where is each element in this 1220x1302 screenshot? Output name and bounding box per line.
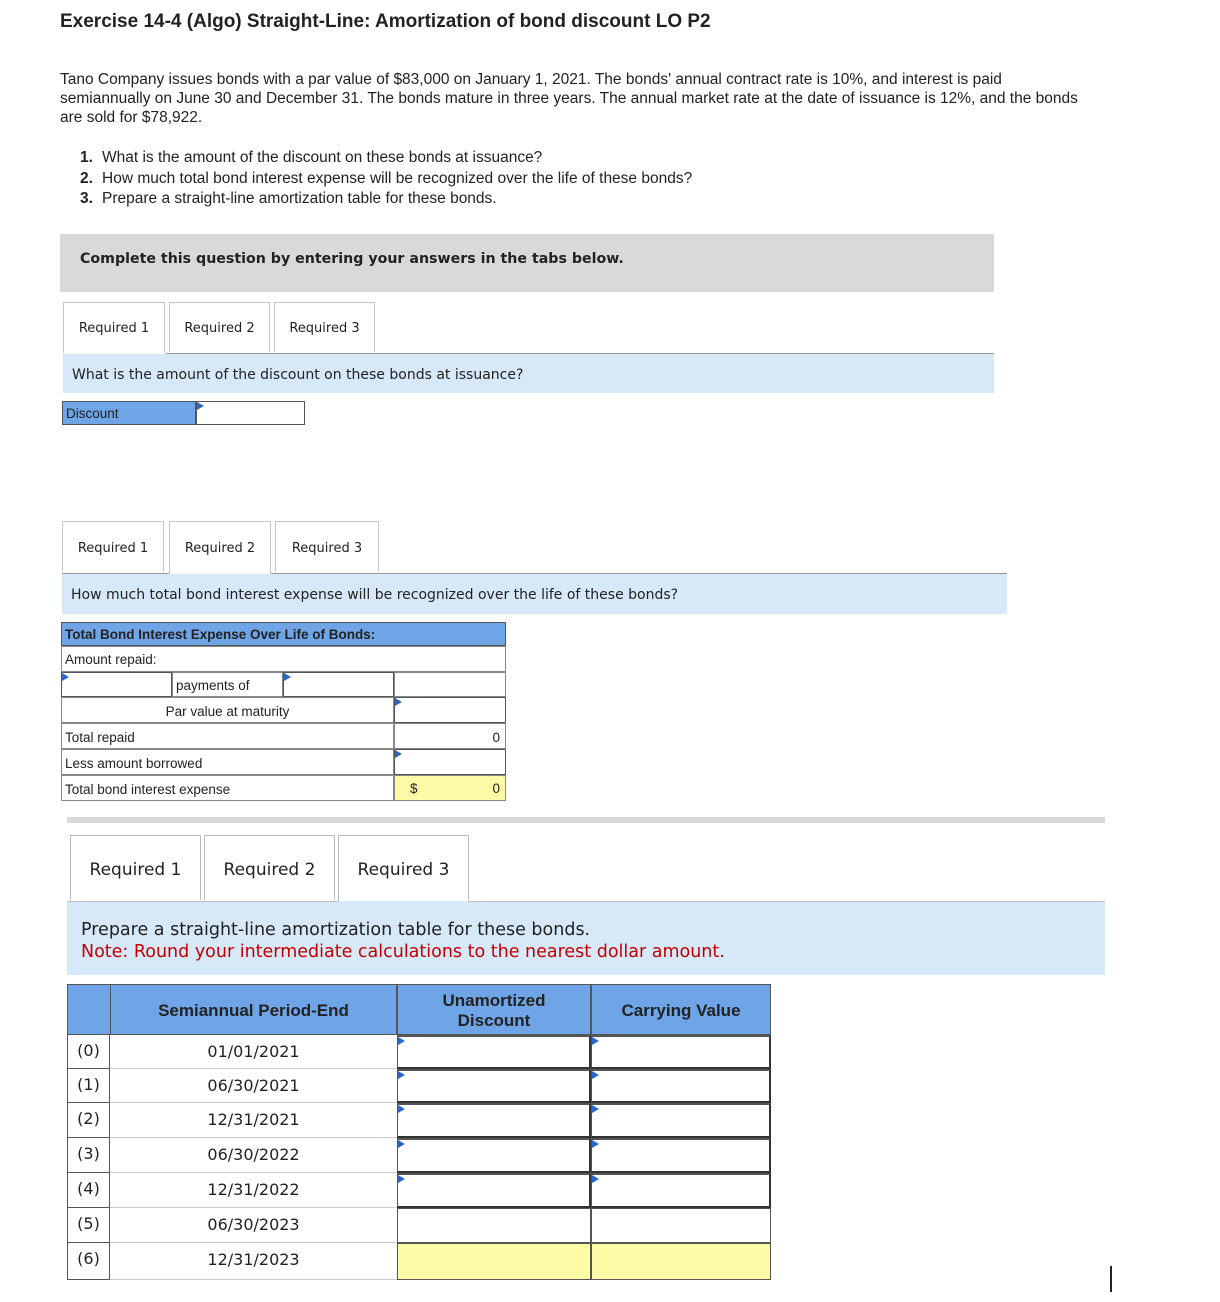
row-number: (1) (67, 1069, 110, 1103)
question-text: How much total bond interest expense will be recognized over the life of these bonds? (71, 587, 679, 603)
problem-statement: Tano Company issues bonds with a par value of $83,000 on January 1, 2021. The bonds' annual contract rate is 10%, and interest is paid semiannually on June 30 and December 31. The bonds mature in three years. The annual market rate at the date of issuance is 12%, and the bonds are sold for $78,922. (60, 71, 1078, 126)
instruction-text: Complete this question by entering your answers in the tabs below. (80, 251, 624, 267)
tab-required-2[interactable]: Required 2 (204, 835, 335, 900)
less-borrowed-label: Less amount borrowed (61, 749, 394, 775)
period-date: 06/30/2022 (110, 1138, 397, 1173)
discount-input[interactable] (196, 401, 305, 425)
carrying-cell[interactable] (591, 1173, 771, 1208)
column-header-period: Semiannual Period-End (110, 984, 397, 1035)
question-band (67, 902, 1105, 975)
discount-cell (397, 1243, 591, 1280)
discount-cell (397, 1208, 591, 1243)
period-date: 12/31/2022 (110, 1173, 397, 1208)
row-number: (3) (67, 1138, 110, 1173)
text-cursor (1110, 1266, 1112, 1292)
discount-cell[interactable] (397, 1069, 591, 1103)
tab-required-3[interactable]: Required 3 (275, 521, 379, 572)
amount-repaid-label: Amount repaid: (61, 646, 506, 672)
payments-total-cell (394, 672, 506, 697)
total-expense-cell (394, 775, 506, 801)
currency-symbol: $ (410, 781, 418, 796)
table-header: Total Bond Interest Expense Over Life of Bonds: (61, 622, 506, 646)
discount-cell[interactable] (397, 1035, 591, 1069)
tab-required-3[interactable]: Required 3 (338, 835, 469, 902)
row-number: (2) (67, 1103, 110, 1138)
question-text: Prepare a straight-line amortization table for these bonds. (81, 920, 591, 940)
payments-count-input[interactable] (61, 672, 172, 697)
amount-borrowed-input[interactable] (394, 749, 506, 775)
carrying-cell[interactable] (591, 1069, 771, 1103)
tab-required-1[interactable]: Required 1 (70, 835, 201, 900)
period-date: 06/30/2023 (110, 1208, 397, 1243)
carrying-cell[interactable] (591, 1138, 771, 1173)
period-date: 01/01/2021 (110, 1035, 397, 1069)
par-value-input[interactable] (394, 697, 506, 723)
total-expense-value: 0 (492, 781, 500, 796)
discount-cell[interactable] (397, 1103, 591, 1138)
row-number: (4) (67, 1173, 110, 1208)
question-band (63, 354, 994, 393)
column-header-discount: Unamortized Discount (397, 984, 591, 1035)
discount-cell[interactable] (397, 1138, 591, 1173)
carrying-cell[interactable] (591, 1103, 771, 1138)
payment-amount-input[interactable] (283, 672, 394, 697)
period-date: 06/30/2021 (110, 1069, 397, 1103)
tab-required-1[interactable]: Required 1 (63, 302, 165, 354)
tab-required-2[interactable]: Required 2 (169, 521, 271, 574)
section-divider (67, 817, 1105, 823)
carrying-cell (591, 1243, 771, 1280)
row-number-header (67, 984, 110, 1035)
payments-of-label: payments of (172, 672, 283, 697)
list-item: 1. What is the amount of the discount on these bonds at issuance? (80, 149, 543, 166)
tab-required-2[interactable]: Required 2 (169, 302, 270, 352)
rounding-note: Note: Round your intermediate calculations to the nearest dollar amount. (81, 942, 725, 962)
question-list (80, 148, 692, 210)
tab-required-3[interactable]: Required 3 (274, 302, 375, 352)
list-item: 3. Prepare a straight-line amortization table for these bonds. (80, 190, 497, 207)
discount-cell[interactable] (397, 1173, 591, 1208)
carrying-cell (591, 1208, 771, 1243)
instruction-banner (60, 234, 994, 292)
question-text: What is the amount of the discount on these bonds at issuance? (72, 367, 524, 383)
total-repaid-value: 0 (394, 723, 506, 749)
row-number: (6) (67, 1243, 110, 1280)
par-value-label: Par value at maturity (61, 697, 394, 723)
period-date: 12/31/2021 (110, 1103, 397, 1138)
list-item: 2. How much total bond interest expense will be recognized over the life of these bonds? (80, 169, 693, 187)
total-repaid-label: Total repaid (61, 723, 394, 749)
total-expense-label: Total bond interest expense (61, 775, 394, 801)
period-date: 12/31/2023 (110, 1243, 397, 1280)
tab-required-1[interactable]: Required 1 (62, 521, 164, 572)
carrying-cell[interactable] (591, 1035, 771, 1069)
row-number: (5) (67, 1208, 110, 1243)
discount-label: Discount (62, 401, 196, 425)
column-header-carrying: Carrying Value (591, 984, 771, 1035)
page-title: Exercise 14-4 (Algo) Straight-Line: Amortization of bond discount LO P2 (60, 11, 711, 32)
question-band (62, 574, 1007, 614)
row-number: (0) (67, 1035, 110, 1069)
